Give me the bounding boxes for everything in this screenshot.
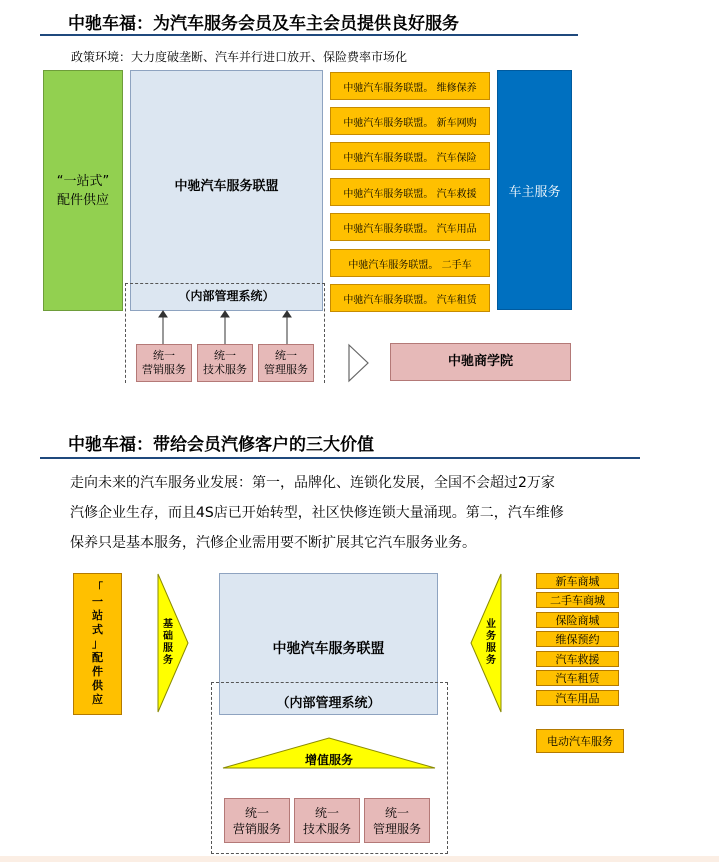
unified-label: 统一 bbox=[384, 805, 409, 820]
service-item: 中驰汽车服务联盟。 二手车 bbox=[330, 249, 490, 277]
paragraph-line: 走向未来的汽车服务业发展：第一，品牌化、连锁化发展，全国不会超过2万家 bbox=[70, 475, 555, 491]
unified-label: 统一 bbox=[214, 349, 236, 362]
description-paragraph bbox=[70, 468, 690, 558]
alliance-internal-label: （内部管理系统） bbox=[178, 289, 275, 303]
business-service-arrow bbox=[470, 573, 502, 713]
section2-title-rule bbox=[40, 457, 640, 459]
char: 务 bbox=[486, 655, 496, 666]
one-stop-parts-box bbox=[43, 70, 123, 311]
basic-service-arrow bbox=[157, 573, 189, 713]
unified-tech-box-2 bbox=[294, 798, 360, 843]
value-added-label: 增值服务 bbox=[304, 753, 353, 767]
business-item: 保险商城 bbox=[536, 612, 619, 628]
char: 站 bbox=[92, 609, 103, 622]
unified-marketing-box bbox=[136, 344, 192, 382]
unified-label: 统一 bbox=[314, 805, 339, 820]
char: 供 bbox=[92, 679, 103, 692]
management-label: 管理服务 bbox=[264, 363, 308, 376]
char: 「 bbox=[92, 581, 103, 594]
char: 配 bbox=[92, 651, 103, 664]
unified-tech-box bbox=[197, 344, 253, 382]
unified-label: 统一 bbox=[153, 349, 175, 362]
business-item: 汽车用品 bbox=[536, 690, 619, 706]
char: 务 bbox=[163, 655, 173, 666]
service-item: 中驰汽车服务联盟。 汽车保险 bbox=[330, 142, 490, 170]
section2-title: 中驰车福：带给会员汽修客户的三大价值 bbox=[68, 435, 374, 455]
alliance-title: 中驰汽车服务联盟 bbox=[174, 179, 279, 194]
marketing-label: 营销服务 bbox=[142, 363, 186, 376]
business-item: 新车商城 bbox=[536, 573, 619, 589]
char: 」 bbox=[92, 637, 103, 650]
tech-label: 技术服务 bbox=[203, 363, 247, 376]
paragraph-line: 保养只是基本服务，汽修企业需用要不断扩展其它汽车服务业务。 bbox=[70, 535, 476, 551]
service-item: 中驰汽车服务联盟。 汽车用品 bbox=[330, 213, 490, 241]
char: 业 bbox=[486, 619, 496, 630]
service-item: 中驰汽车服务联盟。 汽车救援 bbox=[330, 178, 490, 206]
service-item: 中驰汽车服务联盟。 汽车租赁 bbox=[330, 284, 490, 312]
chevron-right-icon bbox=[347, 343, 371, 383]
policy-text: 政策环境：大力度破垄断、汽车并行进口放开、保险费率市场化 bbox=[71, 50, 408, 64]
management-label: 管理服务 bbox=[372, 821, 421, 836]
char: 基 bbox=[163, 619, 173, 630]
service-item: 中驰汽车服务联盟。 新车网购 bbox=[330, 107, 490, 135]
char: 一 bbox=[92, 595, 103, 608]
char: 务 bbox=[486, 631, 496, 642]
section1-title: 中驰车福：为汽车服务会员及车主会员提供良好服务 bbox=[68, 14, 459, 34]
business-item: 汽车救援 bbox=[536, 651, 619, 667]
alliance-internal-label-2: （内部管理系统） bbox=[276, 696, 381, 711]
value-added-triangle bbox=[222, 737, 436, 769]
paragraph-line: 汽修企业生存，而且4S店已开始转型，社区快修连锁大量涌现。第二，汽车维修 bbox=[70, 505, 564, 521]
unified-management-box bbox=[258, 344, 314, 382]
alliance-title-2: 中驰汽车服务联盟 bbox=[272, 641, 385, 657]
char: 础 bbox=[163, 631, 173, 642]
char: 件 bbox=[92, 665, 103, 678]
char: 式 bbox=[92, 623, 103, 636]
owner-service-box: 车主服务 bbox=[497, 70, 572, 310]
basic-service-label bbox=[157, 603, 179, 683]
business-service-label bbox=[480, 603, 502, 683]
business-item: 汽车租赁 bbox=[536, 670, 619, 686]
one-stop-parts-vertical-box bbox=[73, 573, 122, 715]
one-stop-label: “一站式” bbox=[56, 173, 110, 189]
alliance-box bbox=[130, 70, 323, 311]
unified-marketing-box-2 bbox=[224, 798, 290, 843]
vertical-label bbox=[92, 581, 103, 707]
up-arrows bbox=[150, 310, 310, 346]
section1-title-rule bbox=[40, 34, 578, 36]
service-item: 中驰汽车服务联盟。 维修保养 bbox=[330, 72, 490, 100]
ev-service-box: 电动汽车服务 bbox=[536, 729, 624, 753]
academy-box: 中驰商学院 bbox=[390, 343, 571, 381]
unified-label: 统一 bbox=[244, 805, 269, 820]
bottom-strip bbox=[0, 856, 719, 862]
tech-label: 技术服务 bbox=[302, 821, 351, 836]
business-item: 维保预约 bbox=[536, 631, 619, 647]
char: 应 bbox=[92, 693, 103, 706]
parts-supply-label: 配件供应 bbox=[56, 192, 109, 208]
char: 服 bbox=[486, 643, 496, 654]
business-item: 二手车商城 bbox=[536, 592, 619, 608]
char: 服 bbox=[163, 643, 173, 654]
unified-label: 统一 bbox=[275, 349, 297, 362]
unified-management-box-2 bbox=[364, 798, 430, 843]
marketing-label: 营销服务 bbox=[232, 821, 281, 836]
